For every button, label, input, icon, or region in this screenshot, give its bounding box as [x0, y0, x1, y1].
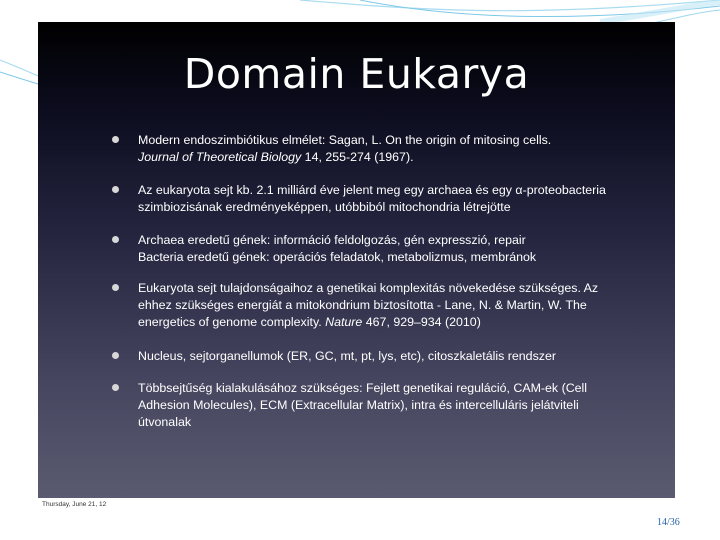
bullet-list	[112, 132, 632, 431]
bullet-dot-icon	[112, 236, 119, 243]
bullet-text: Eukaryota sejt tulajdonságaihoz a genetikai komplexitás növekedése szükséges. Az ehhez szükséges energiát a mitokondrium biztosította - Lane, N. & Martin, W. The energetics of genome complexity.	[138, 281, 599, 329]
bullet-text: Modern endoszimbiótikus elmélet: Sagan, L. On the origin of mitosing cells.	[138, 133, 552, 147]
page-number: 14/36	[657, 517, 680, 528]
bullet-text-line: Bacteria eredetű gének: operációs feladatok, metabolizmus, membránok	[138, 250, 537, 264]
bullet-dot-icon	[112, 352, 119, 359]
slide-date: Thursday, June 21, 12	[42, 501, 107, 508]
bullet-dot-icon	[112, 384, 119, 391]
slide-title: Domain Eukarya	[183, 50, 530, 98]
bullet-item	[112, 132, 632, 166]
bullet-text-line: Archaea eredetű gének: információ feldolgozás, gén expresszió, repair	[138, 233, 526, 247]
citation-details: 467, 929–934 (2010)	[362, 315, 481, 329]
bullet-item	[112, 232, 632, 266]
slide	[38, 22, 675, 498]
bullet-dot-icon	[112, 284, 119, 291]
bullet-dot-icon	[112, 136, 119, 143]
bullet-item	[112, 380, 632, 431]
citation-details: 14, 255-274 (1967).	[301, 150, 414, 164]
bullet-item	[112, 182, 632, 216]
bullet-item	[112, 280, 632, 331]
bullet-dot-icon	[112, 186, 119, 193]
bullet-item	[112, 348, 632, 365]
bullet-text: Többsejtűség kialakulásához szükséges: Fejlett genetikai reguláció, CAM-ek (Cell Adhesion Molecules), ECM (Extracellular Matrix), intra és intercelluláris jelátviteli útvonalak	[138, 381, 588, 429]
citation-journal: Journal of Theoretical Biology	[138, 150, 302, 164]
bullet-text: Az eukaryota sejt kb. 2.1 milliárd éve jelent meg egy archaea és egy α-proteobacteria szimbiozisának eredményeképpen, utóbbiból mitochondria létrejötte	[138, 183, 606, 214]
bullet-text: Nucleus, sejtorganellumok (ER, GC, mt, pt, lys, etc), citoszkaletális rendszer	[138, 349, 556, 363]
citation-journal: Nature	[325, 315, 363, 329]
